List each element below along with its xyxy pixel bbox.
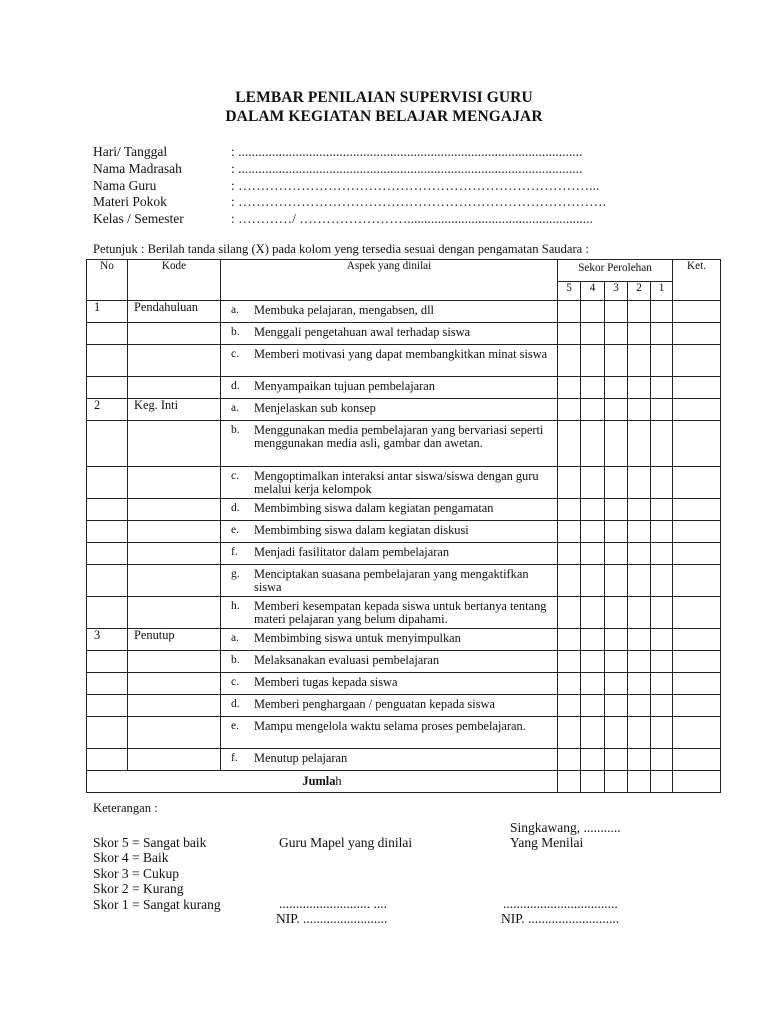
field-kelas-semester: Kelas / Semester : …………/ ……………………....................................................... — [93, 211, 593, 227]
item-text: Menjadi fasilitator dalam pembelajaran — [254, 545, 450, 559]
score-cell[interactable] — [628, 301, 651, 323]
score-cell[interactable] — [651, 323, 673, 345]
score-cell[interactable] — [581, 421, 605, 467]
jumlah-score-cell[interactable] — [651, 771, 673, 793]
score-cell[interactable] — [558, 673, 581, 695]
header-score-5: 5 — [558, 282, 581, 301]
item-letter: a. — [231, 402, 239, 414]
jumlah-score-cell[interactable] — [605, 771, 628, 793]
table-row — [87, 399, 721, 421]
row-no — [87, 323, 128, 345]
jumlah-label — [87, 771, 558, 793]
score-cell[interactable] — [558, 543, 581, 565]
keterangan-title: Keterangan : — [93, 801, 158, 815]
score-cell[interactable] — [628, 673, 651, 695]
row-aspek — [221, 521, 558, 543]
assessor-signature-label: Yang Menilai — [510, 835, 584, 850]
item-text: Melaksanakan evaluasi pembelajaran — [254, 653, 440, 667]
score-cell[interactable] — [581, 521, 605, 543]
score-cell[interactable] — [581, 499, 605, 521]
score-cell[interactable] — [605, 749, 628, 771]
score-cell[interactable] — [558, 323, 581, 345]
item-text: Menggali pengetahuan awal terhadap siswa — [254, 325, 471, 339]
score-cell[interactable] — [581, 651, 605, 673]
score-cell[interactable] — [558, 301, 581, 323]
row-no — [87, 421, 128, 467]
ket-cell[interactable] — [673, 521, 721, 543]
score-cell[interactable] — [628, 543, 651, 565]
legend-item: Skor 1 = Sangat kurang — [93, 896, 221, 912]
item-letter: c. — [231, 676, 239, 688]
item-text: Memberi kesempatan kepada siswa untuk bertanya tentang materi pelajaran yang belum dipahami. — [254, 599, 547, 626]
row-kode — [128, 377, 221, 399]
item-text: Mengoptimalkan interaksi antar siswa/siswa dengan guru melalui kerja kelompok — [254, 469, 539, 496]
ket-cell[interactable] — [673, 467, 721, 499]
place-date: Singkawang, ........... — [510, 820, 621, 835]
ket-cell[interactable] — [673, 651, 721, 673]
ket-cell[interactable] — [673, 695, 721, 717]
row-no — [87, 521, 128, 543]
table-row — [87, 629, 721, 651]
item-text: Menciptakan suasana pembelajaran yang mengaktifkan siswa — [254, 567, 529, 594]
row-kode — [128, 597, 221, 629]
assessor-signature-line: .................................. — [503, 896, 618, 911]
item-letter: c. — [231, 470, 239, 482]
score-cell[interactable] — [605, 323, 628, 345]
item-letter: e. — [231, 720, 239, 732]
assessment-table — [86, 259, 721, 793]
table-row — [87, 695, 721, 717]
assessor-nip: NIP. ........................... — [501, 911, 620, 926]
row-kode — [128, 565, 221, 597]
score-cell[interactable] — [581, 399, 605, 421]
row-aspek — [221, 695, 558, 717]
item-text: Mampu mengelola waktu selama proses pembelajaran. — [254, 719, 526, 733]
row-kode — [128, 651, 221, 673]
ket-cell[interactable] — [673, 565, 721, 597]
item-text: Membuka pelajaran, mengabsen, dll — [254, 303, 434, 317]
row-aspek — [221, 345, 558, 377]
ket-cell[interactable] — [673, 673, 721, 695]
ket-cell[interactable] — [673, 717, 721, 749]
row-no: 2 — [87, 399, 128, 421]
score-cell[interactable] — [628, 717, 651, 749]
score-cell[interactable] — [605, 651, 628, 673]
score-cell[interactable] — [628, 467, 651, 499]
teacher-nip: NIP. ......................... — [276, 911, 388, 926]
score-cell[interactable] — [558, 421, 581, 467]
row-no: 3 — [87, 629, 128, 651]
score-cell[interactable] — [558, 597, 581, 629]
score-cell[interactable] — [558, 345, 581, 377]
row-kode — [128, 695, 221, 717]
header-no: No — [87, 260, 128, 301]
score-cell[interactable] — [628, 695, 651, 717]
header-score-4: 4 — [581, 282, 605, 301]
identity-fields — [93, 144, 606, 228]
score-cell[interactable] — [558, 629, 581, 651]
score-cell[interactable] — [581, 301, 605, 323]
score-cell[interactable] — [605, 543, 628, 565]
score-cell[interactable] — [581, 565, 605, 597]
score-cell[interactable] — [581, 749, 605, 771]
document-title-line-1: LEMBAR PENILAIAN SUPERVISI GURU — [235, 89, 533, 106]
score-cell[interactable] — [651, 499, 673, 521]
row-no — [87, 749, 128, 771]
jumlah-score-cell[interactable] — [581, 771, 605, 793]
score-cell[interactable] — [628, 651, 651, 673]
item-letter: h. — [231, 600, 240, 612]
item-letter: b. — [231, 424, 240, 436]
document-title-line-2: DALAM KEGIATAN BELAJAR MENGAJAR — [225, 108, 543, 125]
jumlah-score-cell[interactable] — [558, 771, 581, 793]
table-row — [87, 467, 721, 499]
score-cell[interactable] — [558, 717, 581, 749]
row-kode: Penutup — [128, 629, 221, 651]
score-cell[interactable] — [605, 717, 628, 749]
row-no — [87, 565, 128, 597]
score-cell[interactable] — [605, 629, 628, 651]
score-cell[interactable] — [558, 467, 581, 499]
score-cell[interactable] — [651, 749, 673, 771]
score-cell[interactable] — [628, 521, 651, 543]
item-letter: d. — [231, 502, 240, 514]
score-cell[interactable] — [581, 345, 605, 377]
item-letter: b. — [231, 654, 240, 666]
score-cell[interactable] — [605, 377, 628, 399]
score-cell[interactable] — [581, 695, 605, 717]
header-ket: Ket. — [673, 260, 721, 301]
row-kode: Pendahuluan — [128, 301, 221, 323]
jumlah-row — [87, 771, 721, 793]
score-cell[interactable] — [605, 521, 628, 543]
row-no — [87, 467, 128, 499]
item-letter: f. — [231, 752, 238, 764]
row-aspek — [221, 467, 558, 499]
score-cell[interactable] — [605, 673, 628, 695]
score-cell[interactable] — [605, 421, 628, 467]
row-no: 1 — [87, 301, 128, 323]
ket-cell[interactable] — [673, 301, 721, 323]
score-cell[interactable] — [605, 345, 628, 377]
row-aspek — [221, 749, 558, 771]
score-cell[interactable] — [581, 673, 605, 695]
ket-cell[interactable] — [673, 629, 721, 651]
score-cell[interactable] — [581, 467, 605, 499]
ket-cell[interactable] — [673, 749, 721, 771]
ket-cell[interactable] — [673, 377, 721, 399]
item-text: Menjelaskan sub konsep — [254, 401, 376, 415]
header-kode: Kode — [128, 260, 221, 301]
row-kode — [128, 421, 221, 467]
score-cell[interactable] — [628, 421, 651, 467]
row-aspek — [221, 717, 558, 749]
score-cell[interactable] — [651, 543, 673, 565]
row-aspek — [221, 421, 558, 467]
score-cell[interactable] — [558, 499, 581, 521]
score-cell[interactable] — [651, 629, 673, 651]
score-cell[interactable] — [651, 717, 673, 749]
row-aspek — [221, 543, 558, 565]
score-cell[interactable] — [651, 421, 673, 467]
instruction-text: Petunjuk : Berilah tanda silang (X) pada kolom yeng tersedia sesuai dengan pengamatan Saudara : — [93, 242, 589, 256]
field-materi-pokok: Materi Pokok : ………………………………………………………………………. — [93, 194, 607, 210]
score-cell[interactable] — [581, 377, 605, 399]
score-cell[interactable] — [628, 345, 651, 377]
row-no — [87, 597, 128, 629]
score-cell[interactable] — [605, 695, 628, 717]
row-no — [87, 543, 128, 565]
row-aspek — [221, 651, 558, 673]
row-kode: Keg. Inti — [128, 399, 221, 421]
row-no — [87, 673, 128, 695]
score-cell[interactable] — [628, 749, 651, 771]
table-row — [87, 651, 721, 673]
score-cell[interactable] — [558, 521, 581, 543]
jumlah-label-rest: h — [335, 774, 342, 788]
item-text: Memberi motivasi yang dapat membangkitkan minat siswa — [254, 347, 548, 361]
score-cell[interactable] — [581, 717, 605, 749]
score-cell[interactable] — [581, 543, 605, 565]
row-no — [87, 377, 128, 399]
row-aspek — [221, 377, 558, 399]
ket-cell[interactable] — [673, 597, 721, 629]
score-cell[interactable] — [605, 565, 628, 597]
table-row — [87, 499, 721, 521]
score-cell[interactable] — [651, 345, 673, 377]
score-cell[interactable] — [651, 467, 673, 499]
header-sekor-perolehan: Sekor Perolehan — [558, 260, 673, 282]
score-cell[interactable] — [558, 695, 581, 717]
jumlah-ket-cell[interactable] — [673, 771, 721, 793]
row-aspek — [221, 597, 558, 629]
table-row — [87, 521, 721, 543]
legend-item: Skor 2 = Kurang — [93, 881, 184, 897]
score-cell[interactable] — [651, 301, 673, 323]
legend-item: Skor 5 = Sangat baik — [93, 835, 207, 850]
teacher-signature-line: ........................... .... — [279, 896, 387, 911]
item-letter: c. — [231, 348, 239, 360]
item-letter: f. — [231, 546, 238, 558]
row-no — [87, 695, 128, 717]
score-cell[interactable] — [605, 399, 628, 421]
ket-cell[interactable] — [673, 499, 721, 521]
header-score-2: 2 — [628, 282, 651, 301]
item-letter: a. — [231, 304, 239, 316]
row-kode — [128, 499, 221, 521]
score-legend — [93, 835, 221, 912]
header-score-1: 1 — [651, 282, 673, 301]
score-cell[interactable] — [651, 651, 673, 673]
row-aspek — [221, 629, 558, 651]
row-aspek — [221, 499, 558, 521]
item-letter: b. — [231, 326, 240, 338]
item-text: Membimbing siswa dalam kegiatan pengamatan — [254, 501, 494, 515]
row-kode — [128, 467, 221, 499]
teacher-signature-label: Guru Mapel yang dinilai — [279, 835, 413, 850]
header-score-3: 3 — [605, 282, 628, 301]
item-letter: e. — [231, 524, 239, 536]
row-kode — [128, 543, 221, 565]
jumlah-score-cell[interactable] — [628, 771, 651, 793]
field-nama-madrasah: Nama Madrasah : ...................................................................................................... — [93, 160, 583, 176]
row-aspek — [221, 323, 558, 345]
ket-cell[interactable] — [673, 543, 721, 565]
table-row — [87, 543, 721, 565]
score-cell[interactable] — [558, 399, 581, 421]
score-cell[interactable] — [558, 377, 581, 399]
row-kode — [128, 521, 221, 543]
score-cell[interactable] — [628, 323, 651, 345]
legend-item: Skor 3 = Cukup — [93, 865, 179, 881]
row-kode — [128, 673, 221, 695]
header-aspek: Aspek yang dinilai — [221, 260, 558, 301]
row-kode — [128, 717, 221, 749]
score-cell[interactable] — [581, 323, 605, 345]
row-no — [87, 717, 128, 749]
score-cell[interactable] — [581, 629, 605, 651]
field-nama-guru: Nama Guru : ……………………………………………………………………... — [93, 177, 600, 193]
table-row — [87, 301, 721, 323]
score-cell[interactable] — [628, 597, 651, 629]
table-row — [87, 345, 721, 377]
score-cell[interactable] — [651, 399, 673, 421]
score-cell[interactable] — [628, 377, 651, 399]
score-cell[interactable] — [651, 565, 673, 597]
item-letter: d. — [231, 380, 240, 392]
item-text: Menutup pelajaran — [254, 751, 348, 765]
item-letter: a. — [231, 632, 239, 644]
score-cell[interactable] — [558, 749, 581, 771]
score-cell[interactable] — [605, 499, 628, 521]
table-row — [87, 673, 721, 695]
table-row — [87, 597, 721, 629]
item-text: Membimbing siswa untuk menyimpulkan — [254, 631, 461, 645]
ket-cell[interactable] — [673, 421, 721, 467]
row-aspek — [221, 399, 558, 421]
table-row — [87, 565, 721, 597]
score-cell[interactable] — [651, 377, 673, 399]
ket-cell[interactable] — [673, 345, 721, 377]
table-row — [87, 749, 721, 771]
score-cell[interactable] — [628, 565, 651, 597]
table-row — [87, 717, 721, 749]
score-cell[interactable] — [605, 597, 628, 629]
score-cell[interactable] — [651, 695, 673, 717]
row-kode — [128, 345, 221, 377]
ket-cell[interactable] — [673, 323, 721, 345]
score-cell[interactable] — [605, 301, 628, 323]
row-kode — [128, 749, 221, 771]
item-text: Memberi tugas kepada siswa — [254, 675, 398, 689]
item-text: Menyampaikan tujuan pembelajaran — [254, 379, 435, 393]
assessment-rows — [87, 301, 721, 793]
row-aspek — [221, 565, 558, 597]
row-no — [87, 499, 128, 521]
row-no — [87, 345, 128, 377]
score-cell[interactable] — [651, 673, 673, 695]
item-letter: d. — [231, 698, 240, 710]
item-text: Menggunakan media pembelajaran yang bervariasi seperti menggunakan media asli, gambar dan awetan. — [254, 423, 544, 450]
legend-item: Skor 4 = Baik — [93, 850, 169, 866]
score-cell[interactable] — [651, 521, 673, 543]
ket-cell[interactable] — [673, 399, 721, 421]
item-letter: g. — [231, 568, 240, 580]
jumlah-label-bold: Jumla — [302, 774, 336, 788]
row-aspek — [221, 301, 558, 323]
score-cell[interactable] — [605, 467, 628, 499]
score-cell[interactable] — [558, 651, 581, 673]
score-cell[interactable] — [558, 565, 581, 597]
score-cell[interactable] — [651, 597, 673, 629]
row-no — [87, 651, 128, 673]
score-cell[interactable] — [628, 399, 651, 421]
score-cell[interactable] — [581, 597, 605, 629]
score-cell[interactable] — [628, 499, 651, 521]
row-kode — [128, 323, 221, 345]
item-text: Memberi penghargaan / penguatan kepada siswa — [254, 697, 495, 711]
item-text: Membimbing siswa dalam kegiatan diskusi — [254, 523, 469, 537]
field-hari-tanggal: Hari/ Tanggal : ...................................................................................................... — [93, 144, 583, 159]
row-aspek — [221, 673, 558, 695]
score-cell[interactable] — [628, 629, 651, 651]
table-row — [87, 323, 721, 345]
table-row — [87, 377, 721, 399]
table-row — [87, 421, 721, 467]
